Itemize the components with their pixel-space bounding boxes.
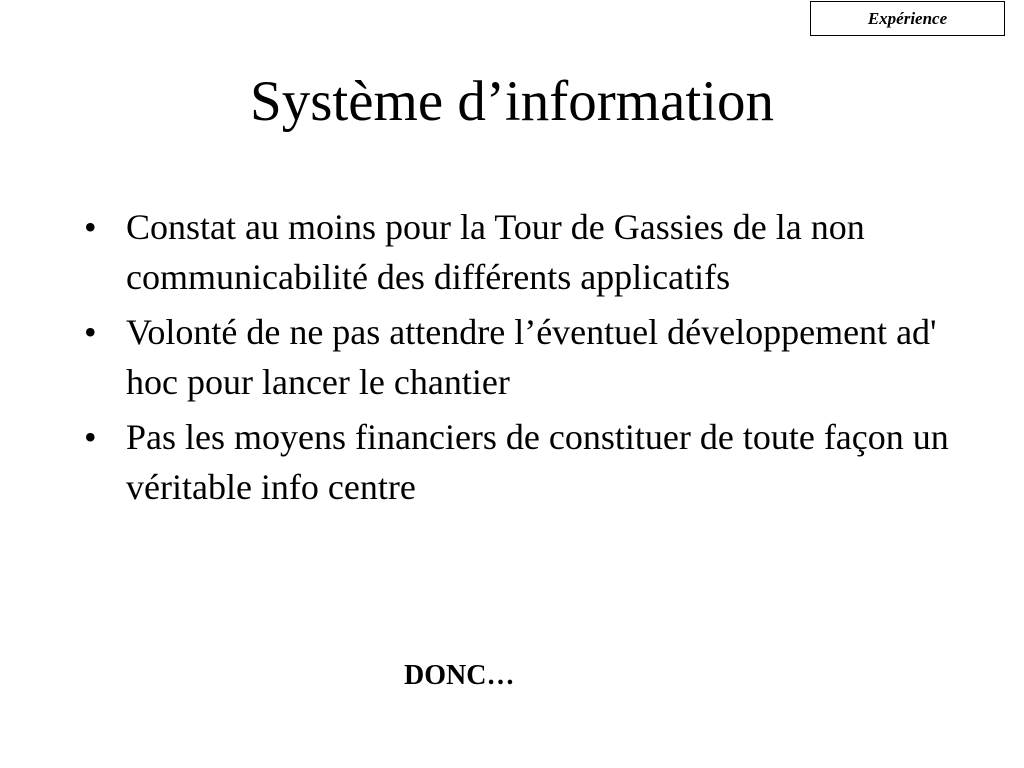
slide-title: Système d’information	[250, 70, 774, 133]
bullet-list	[84, 202, 964, 517]
bullet-dot-icon: •	[84, 417, 97, 457]
bullet-item	[84, 412, 964, 512]
bullet-text: Constat au moins pour la Tour de Gassies de la non communicabilité des différents applicatifs	[126, 207, 865, 297]
section-tag-label: Expérience	[867, 8, 948, 28]
bullet-dot-icon: •	[84, 207, 97, 247]
bullet-item	[84, 307, 964, 407]
section-tag	[810, 1, 1005, 36]
bullet-text: Pas les moyens financiers de constituer de toute façon un véritable info centre	[126, 417, 949, 507]
bullet-text: Volonté de ne pas attendre l’éventuel développement ad' hoc pour lancer le chantier	[126, 312, 937, 402]
bullet-item	[84, 202, 964, 302]
bullet-dot-icon: •	[84, 312, 97, 352]
conclusion-text: DONC…	[404, 660, 515, 691]
